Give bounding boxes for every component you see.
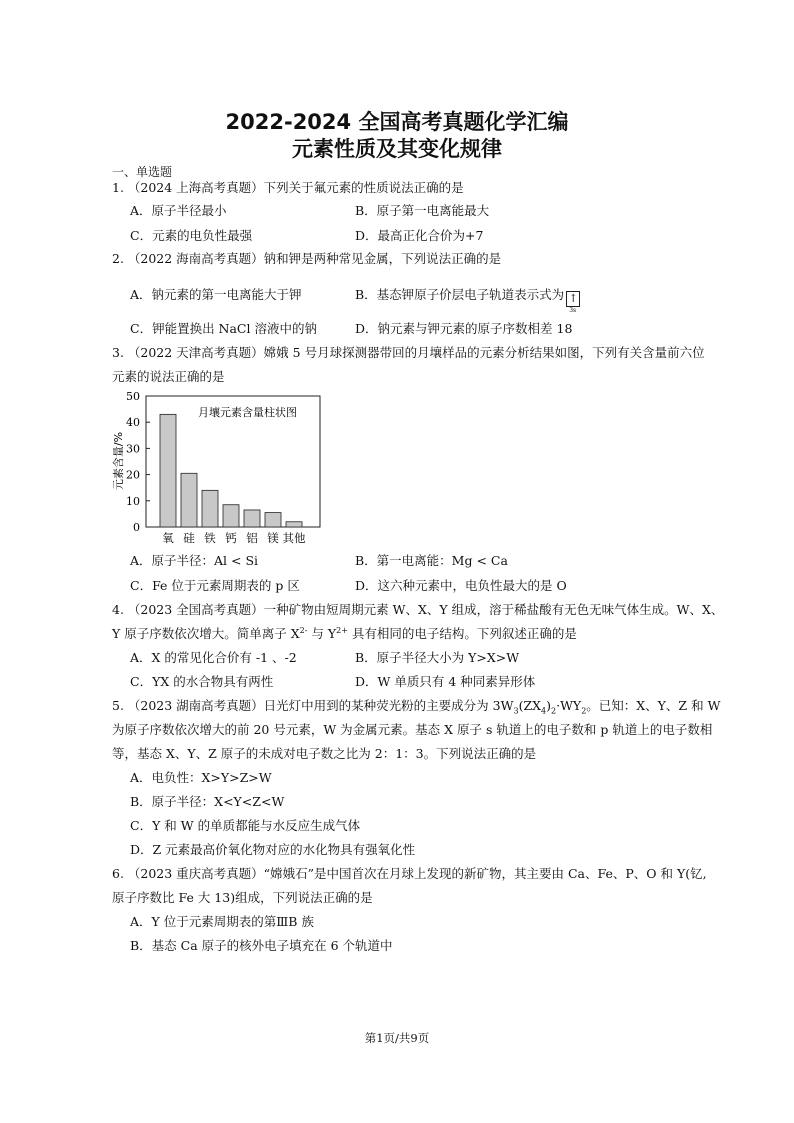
q3-option-d: D．这六种元素中，电负性最大的是 O [355,578,567,593]
section-heading: 一、单选题 [112,165,173,179]
spin-up-arrow: ↑ [568,292,578,305]
q4-stem-line1: 4. （2023 全国高考真题）一种矿物由短周期元素 W、X、Y 组成，溶于稀盐酸有无色无味气体生成。W、X、 [112,602,724,617]
q5-stem-line3: 等，基态 X、Y、Z 原子的未成对电子数之比为 2：1：3。下列说法正确的是 [112,746,537,761]
q5-text-b: (ZX [518,698,542,713]
q3-option-a: A．原子半径：Al < Si [130,553,259,568]
x-tick-label: 铝 [246,531,258,545]
q5-option-a: A．电负性：X>Y>Z>W [130,770,272,785]
q3-option-b: B．第一电离能：Mg < Ca [355,553,508,568]
document-subtitle: 元素性质及其变化规律 [292,137,502,161]
orbital-box-diagram [566,291,580,314]
q5-option-d: D．Z 元素最高价氧化物对应的水化物具有强氧化性 [130,842,416,857]
q2-option-d: D．钠元素与钾元素的原子序数相差 18 [355,321,573,336]
x-tick-label: 钙 [225,531,237,545]
sub-4: 4 [541,706,547,716]
q4-option-c: C．YX 的水合物具有两性 [130,674,274,689]
q5-text-c: ) [546,698,552,713]
q2-option-a: A．钠元素的第一电离能大于钾 [130,287,302,302]
q5-stem-line2: 为原子序数依次增大的前 20 号元素，W 为金属元素。基态 X 原子 s 轨道上的电子数和 p 轨道上的电子数相 [112,722,713,737]
y-tick-label: 50 [126,390,140,403]
bar [265,513,281,527]
y-axis-label: 元素含量/% [112,431,125,491]
sub-3: 3 [513,706,519,716]
y-tick-label: 20 [126,468,140,482]
lunar-soil-bar-chart [108,388,333,548]
bar [160,414,176,527]
y-ion-charge: 2+ [336,625,348,635]
q4-stem-line2 [112,626,577,642]
sub-2b: 2 [581,706,587,716]
q1-option-a: A．原子半径最小 [130,203,227,218]
bar [244,510,260,527]
bar [181,473,197,527]
q2-stem: 2. （2022 海南高考真题）钠和钾是两种常见金属，下列说法正确的是 [112,251,502,266]
q5-text-d: ·WY [556,698,582,713]
y-tick-label: 30 [126,442,140,456]
q4-option-b: B．原子半径大小为 Y>X>W [355,650,520,665]
y-tick-label: 40 [126,416,140,430]
q6-option-b: B．基态 Ca 原子的核外电子填充在 6 个轨道中 [130,938,393,953]
x-tick-label: 氧 [162,531,174,545]
q3-stem-line1: 3. （2022 天津高考真题）嫦娥 5 号月球探测器带回的月壤样品的元素分析结果如图，下列有关含量前六位 [112,345,705,360]
q5-text-a: 5. （2023 湖南高考真题）日光灯中用到的某种荧光粉的主要成分为 3W [112,698,514,713]
q4-option-d: D．W 单质只有 4 种同素异形体 [355,674,536,689]
q1-option-c: C．元素的电负性最强 [130,228,253,243]
q5-text-e: 。已知：X、Y、Z 和 W [586,698,721,713]
q6-option-a: A．Y 位于元素周期表的第ⅢB 族 [130,914,314,929]
q5-stem-line1 [112,698,720,714]
y-tick-label: 0 [133,521,140,534]
q5-option-c: C．Y 和 W 的单质都能与水反应生成气体 [130,818,361,833]
q3-option-c: C．Fe 位于元素周期表的 p 区 [130,578,300,593]
q6-stem-line1: 6. （2023 重庆高考真题）“嫦娥石”是中国首次在月球上发现的新矿物，其主要由 Ca、Fe、P、O 和 Y(钇, [112,866,707,881]
q2-option-c: C．钾能置换出 NaCl 溶液中的钠 [130,321,317,336]
q4-text-a: Y 原子序数依次增大。简单离子 X [112,626,300,641]
orbital-label: 3s [569,307,577,314]
q6-stem-line2: 原子序数比 Fe 大 13)组成，下列说法正确的是 [112,890,373,905]
q2-option-b-text: B．基态钾原子价层电子轨道表示式为 [355,287,565,302]
q4-text-b: 与 Y [307,626,337,641]
bar [202,490,218,527]
x-tick-label: 镁 [267,531,279,545]
q4-text-c: 具有相同的电子结构。下列叙述正确的是 [347,626,577,641]
q1-stem: 1. （2024 上海高考真题）下列关于氟元素的性质说法正确的是 [112,180,464,195]
y-tick-label: 10 [126,494,140,508]
q1-option-b: B．原子第一电离能最大 [355,203,490,218]
q4-option-a: A．X 的常见化合价有 -1 、-2 [130,650,297,665]
bar-series [160,414,302,527]
x-ion-charge: 2- [299,625,308,635]
sub-2a: 2 [551,706,557,716]
bar [286,522,302,527]
q2-option-b [355,287,580,314]
x-tick-label: 铁 [204,531,216,545]
x-tick-label: 其他 [282,531,306,545]
bar [223,505,239,527]
chart-title: 月壤元素含量柱状图 [198,406,297,419]
q3-stem-line2: 元素的说法正确的是 [112,369,225,384]
x-tick-label: 硅 [183,531,195,545]
q5-option-b: B．原子半径：X<Y<Z<W [130,794,285,809]
page-footer: 第1页/共9页 [364,1031,430,1045]
x-axis [162,531,306,545]
q1-option-d: D．最高正化合价为+7 [355,228,484,243]
document-title: 2022-2024 全国高考真题化学汇编 [225,110,569,134]
